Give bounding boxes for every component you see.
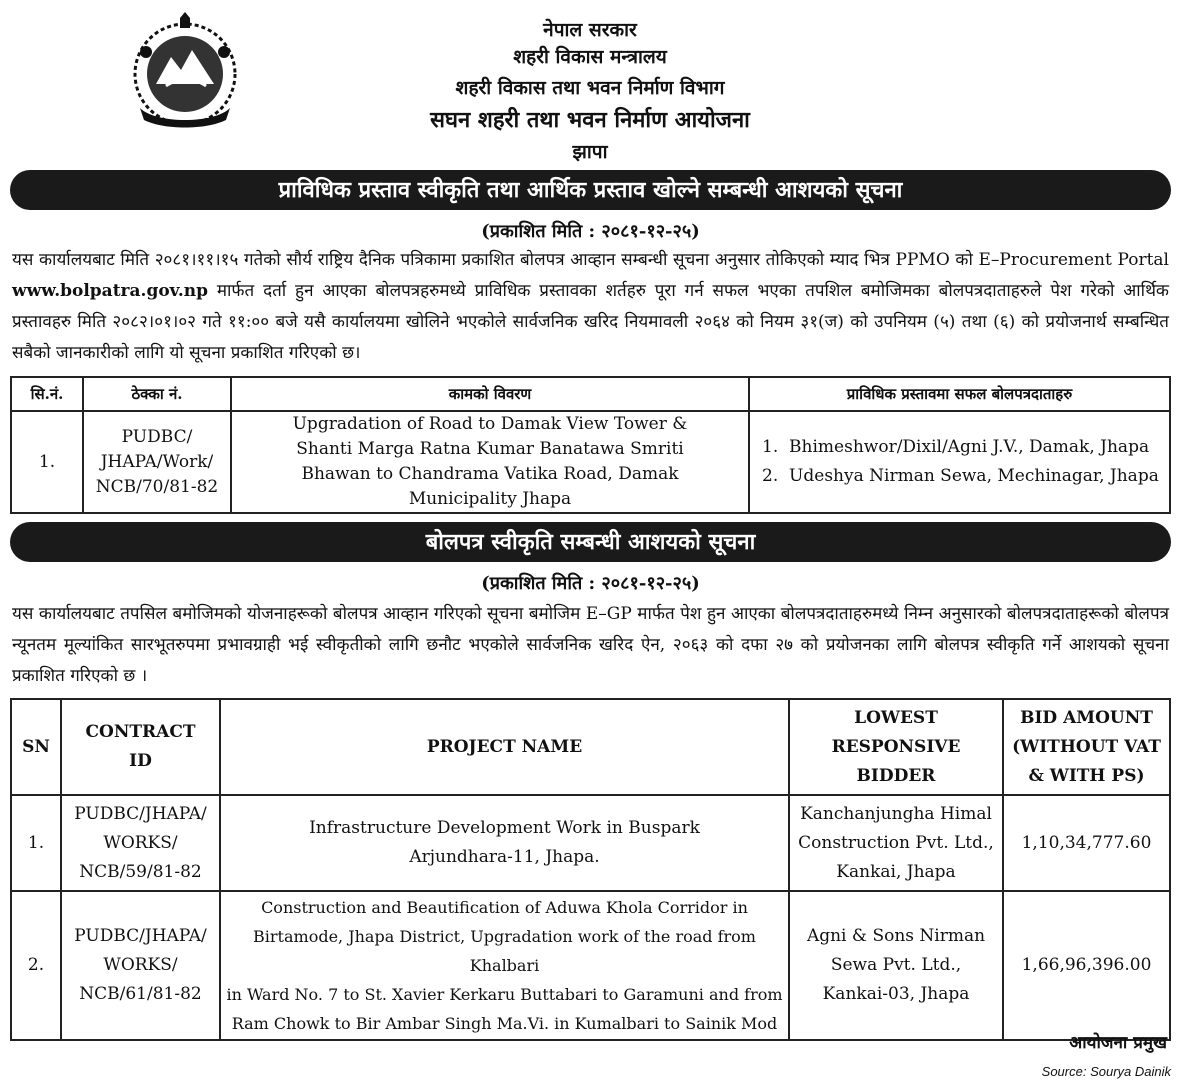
table-row: [11, 795, 1170, 891]
header-line-1: नेपाल सरकार: [543, 19, 637, 41]
project-line: Infrastructure Development Work in Buspark: [309, 818, 700, 838]
contract-line: WORKS/: [103, 955, 178, 975]
notice1-body: [12, 245, 1169, 369]
col-project-name: PROJECT NAME: [220, 699, 789, 795]
header-line: (WITHOUT VAT: [1012, 736, 1161, 757]
row-contract: [83, 411, 231, 513]
source-credit: Source: Sourya Dainik: [1041, 1064, 1171, 1079]
row-bid-amount: 1,10,34,777.60: [1003, 795, 1170, 891]
signature-label: आयोजना प्रमुख: [1069, 1033, 1167, 1053]
col-sn: सि.नं.: [11, 377, 83, 411]
col-bidders: प्राविधिक प्रस्तावमा सफल बोलपत्रदाताहरु: [749, 377, 1170, 411]
col-description: कामको विवरण: [231, 377, 749, 411]
bidder-line: Kankai, Jhapa: [836, 861, 956, 882]
header-line-4: सघन शहरी तथा भवन निर्माण आयोजना: [430, 107, 750, 133]
col-lowest-bidder: [789, 699, 1003, 795]
bidder-num: 1.: [762, 437, 779, 457]
nepal-government-emblem: [126, 12, 244, 130]
contract-line: PUDBC/JHAPA/: [74, 926, 207, 946]
notice1-body-post: मार्फत दर्ता हुन आएका बोलपत्रहरुमध्ये प्राविधिक प्रस्तावका शर्तहरु पूरा गर्न सफल भएका तपशिल बमोजिमका बोलपत्रदाताहरुले पेश गरेको आर्थिक प्रस्तावहरु मिति २०८२।०१।०२ गते ११:०० बजे यसै कार्यालयमा खोलिने भएकोले सार्वजनिक खरिद नियमावली २०६४ को नियम ३१(ज) को उपनियम (५) तथा (६) को प्रयोजनार्थ सम्बन्धित सबैको जानकारीको लागि यो सूचना प्रकाशित गरिएको छ।: [12, 281, 1169, 363]
contract-line: NCB/61/81-82: [79, 984, 202, 1004]
header-line: CONTRACT: [85, 722, 196, 742]
bidder-num: 2.: [762, 466, 779, 486]
row-project-name: [220, 891, 789, 1040]
row-sn: 2.: [11, 891, 61, 1040]
col-sn: SN: [11, 699, 61, 795]
notice1-body-pre: यस कार्यालयबाट मिति २०८१।११।१५ गतेको सौर्य राष्ट्रिय दैनिक पत्रिकामा प्रकाशित बोलपत्र आव्हान सम्बन्धी सूचना अनुसार तोकिएको म्याद भित्र PPMO को E–Procurement Portal: [12, 250, 1169, 270]
notice2-table: [10, 698, 1171, 1041]
notice1-title-banner: प्राविधिक प्रस्ताव स्वीकृति तथा आर्थिक प्रस्ताव खोल्ने सम्बन्धी आशयको सूचना: [10, 170, 1171, 210]
bolpatra-link[interactable]: www.bolpatra.gov.np: [12, 281, 208, 301]
bidder-line: Construction Pvt. Ltd.,: [798, 832, 994, 853]
row-bidder: [789, 795, 1003, 891]
table-row: [11, 411, 1170, 513]
header-line-2: शहरी विकास मन्त्रालय: [513, 46, 667, 68]
project-line: Birtamode, Jhapa District, Upgradation work of the road from Khalbari: [253, 927, 756, 975]
project-line: Construction and Beautification of Aduwa Khola Corridor in: [261, 898, 748, 917]
header-line: ID: [129, 751, 152, 771]
project-line: in Ward No. 7 to St. Xavier Kerkaru Buttabari to Garamuni and from: [226, 985, 783, 1004]
bidder-line: Kanchanjungha Himal: [800, 803, 992, 824]
bidder-line: Kankai-03, Jhapa: [822, 984, 970, 1004]
row-bid-amount: 1,66,96,396.00: [1003, 891, 1170, 1040]
col-bid-amount: [1003, 699, 1170, 795]
row-sn: 1.: [11, 411, 83, 513]
notice2-body: यस कार्यालयबाट तपसिल बमोजिमको योजनाहरूको बोलपत्र आव्हान गरिएको सूचना बमोजिम E–GP मार्फत पेश हुन आएका बोलपत्रदाताहरुमध्ये निम्न अनुसारको बोलपत्रदाताहरूको बोलपत्र न्यूनतम मूल्यांकित सारभूतरुपमा प्रभावग्राही भई स्वीकृतीको लागि छनौट भएकोले सार्वजनिक खरिद ऐन, २०६३ को दफा २७ को प्रयोजनका लागि बोलपत्र स्वीकृति गर्ने आशयको सूचना प्रकाशित गरिएको छ ।: [12, 604, 1169, 686]
contract-line: PUDBC/: [121, 426, 193, 447]
header-line-3: शहरी विकास तथा भवन निर्माण विभाग: [455, 77, 725, 99]
col-contract: ठेक्का नं.: [83, 377, 231, 411]
header-line-5: झापा: [572, 141, 608, 163]
row-sn: 1.: [11, 795, 61, 891]
bidder-item: [762, 435, 1168, 460]
table-header-row: [11, 377, 1170, 411]
contract-line: WORKS/: [103, 832, 178, 853]
row-description: Upgradation of Road to Damak View Tower & Shanti Marga Ratna Kumar Banatawa Smriti Bhawan to Chandrama Vatika Road, Damak Municipality Jhapa: [231, 411, 749, 513]
header-line: & WITH PS): [1028, 765, 1145, 786]
project-line: Arjundhara-11, Jhapa.: [409, 847, 600, 867]
row-contract-id: [61, 891, 220, 1040]
bidder-item: [762, 464, 1168, 489]
contract-line: NCB/59/81-82: [79, 861, 202, 882]
bidder-name: Udeshya Nirman Sewa, Mechinagar, Jhapa: [789, 466, 1159, 486]
table-header-row: [11, 699, 1170, 795]
bidder-line: Agni & Sons Nirman: [806, 926, 986, 946]
bidder-name: Bhimeshwor/Dixil/Agni J.V., Damak, Jhapa: [789, 437, 1150, 457]
row-bidder: [789, 891, 1003, 1040]
header-line: BIDDER: [856, 765, 936, 786]
header-line: LOWEST: [854, 707, 938, 728]
bidder-line: Sewa Pvt. Ltd.,: [830, 955, 962, 975]
header-line: BID AMOUNT: [1020, 707, 1153, 728]
contract-line: PUDBC/JHAPA/: [74, 803, 207, 824]
table-row: [11, 891, 1170, 1040]
row-project-name: [220, 795, 789, 891]
notice1-published-date: (प्रकाशित मिति : २०८१-१२-२५): [481, 221, 700, 242]
contract-line: NCB/70/81-82: [95, 476, 219, 497]
notice2-title-banner: बोलपत्र स्वीकृति सम्बन्धी आशयको सूचना: [10, 522, 1171, 562]
row-contract-id: [61, 795, 220, 891]
notice2-published-date: (प्रकाशित मिति : २०८१-१२-२५): [481, 573, 700, 594]
notice1-table: [10, 376, 1171, 514]
col-contract-id: [61, 699, 220, 795]
header-line: RESPONSIVE: [831, 736, 961, 757]
contract-line: JHAPA/Work/: [100, 451, 214, 472]
project-line: Ram Chowk to Bir Ambar Singh Ma.Vi. in Kumalbari to Sainik Mod: [231, 1014, 778, 1033]
row-bidders: [749, 411, 1170, 513]
